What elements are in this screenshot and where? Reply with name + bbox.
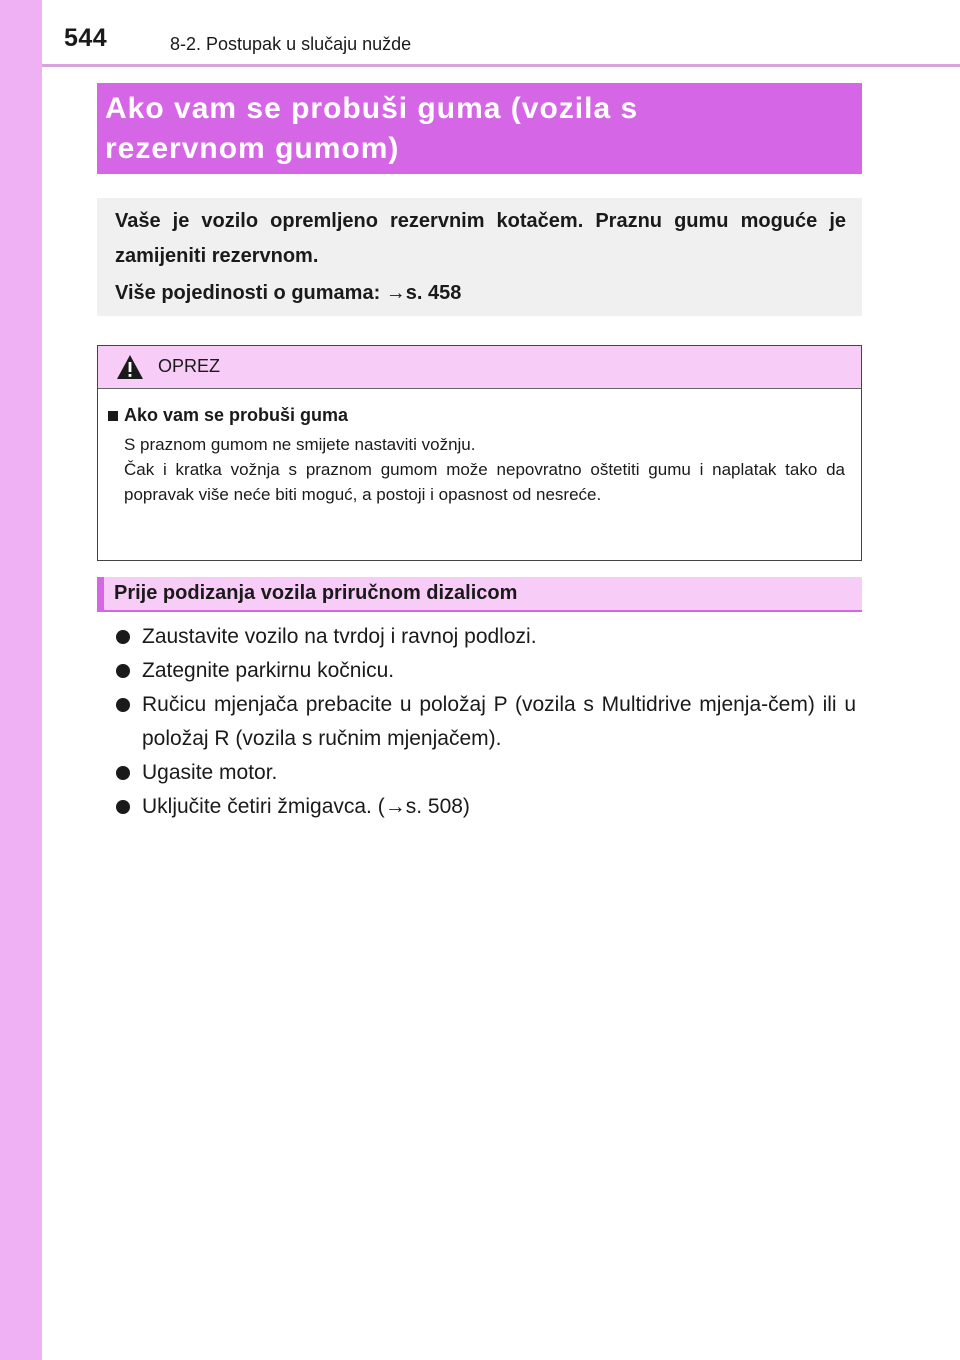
list-item: Zaustavite vozilo na tvrdoj i ravnoj podlozi.: [116, 620, 856, 654]
caution-heading: [108, 405, 845, 426]
steps-list: [116, 620, 856, 824]
bullet-icon: [116, 630, 130, 644]
list-item: Ručicu mjenjača prebacite u položaj P (vozila s Multidrive mjenja-čem) ili u položaj R (vozila s ručnim mjenjačem).: [116, 688, 856, 756]
list-item: Uključite četiri žmigavca. (→s. 508): [116, 790, 856, 824]
section-title-bar: [97, 83, 862, 174]
intro-text: Vaše je vozilo opremljeno rezervnim kotačem. Praznu gumu moguće je zamijeniti rezervnom.: [115, 210, 846, 267]
bullet-icon: [116, 698, 130, 712]
list-item: Zategnite parkirnu kočnicu.: [116, 654, 856, 688]
list-item: Ugasite motor.: [116, 756, 856, 790]
square-bullet-icon: [108, 411, 118, 421]
header-divider: [42, 64, 960, 67]
intro-reference: Više pojedinosti o gumama: →s. 458: [115, 282, 462, 304]
section-title: [105, 89, 854, 169]
caution-heading-text: Ako vam se probuši guma: [124, 405, 349, 425]
section-title-line2: rezervnom gumom): [105, 132, 400, 165]
caution-line2: Čak i kratka vožnja s praznom gumom može nepovratno oštetiti gumu i naplatak tako da popravak više neće biti moguć, a postoji i opasnost od nesreće.: [124, 460, 845, 504]
chapter-title: 8-2. Postupak u slučaju nužde: [170, 34, 412, 54]
subsection-header: [97, 577, 862, 612]
subsection-title: Prije podizanja vozila priručnom dizalicom: [114, 582, 518, 604]
side-tab-strip: [0, 0, 42, 1360]
caution-label: OPREZ: [158, 356, 221, 376]
caution-box: [97, 345, 862, 561]
caution-header: [98, 346, 861, 389]
intro-box: [97, 198, 862, 316]
caution-line1: S praznom gumom ne smijete nastaviti vožnju.: [124, 435, 476, 454]
page-number: 544: [64, 24, 108, 52]
caution-text: [124, 432, 845, 507]
bullet-icon: [116, 800, 130, 814]
warning-triangle-icon: [116, 354, 144, 380]
section-title-line1: Ako vam se probuši guma (vozila s: [105, 92, 639, 125]
bullet-icon: [116, 664, 130, 678]
caution-body: [98, 389, 861, 507]
bullet-icon: [116, 766, 130, 780]
